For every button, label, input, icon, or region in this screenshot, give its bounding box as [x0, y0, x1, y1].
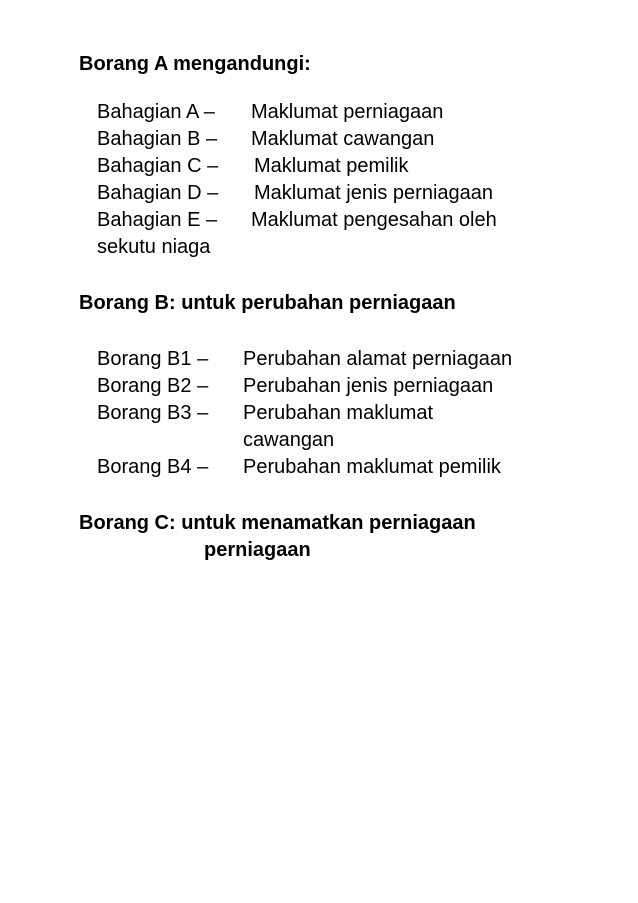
bahagian-a-desc: Maklumat perniagaan — [251, 101, 444, 123]
bahagian-e-desc: Maklumat pengesahan oleh — [251, 209, 497, 231]
borang-b1-desc: Perubahan alamat perniagaan — [243, 348, 513, 370]
bahagian-e-row — [97, 207, 497, 234]
borang-b3-row — [97, 400, 434, 427]
bahagian-d-label: Bahagian D – — [97, 182, 219, 204]
borang-b1-row — [97, 346, 513, 373]
bahagian-b-label: Bahagian B – — [97, 128, 218, 150]
borang-b1-label: Borang B1 – — [97, 348, 209, 370]
borang-b3-desc: Perubahan maklumat — [243, 402, 434, 424]
borang-b3-continuation: cawangan — [243, 429, 335, 451]
borang-b4-row — [97, 454, 501, 481]
bahagian-e-continuation: sekutu niaga — [97, 236, 211, 258]
borang-b2-desc: Perubahan jenis perniagaan — [243, 375, 494, 397]
bahagian-a-row — [97, 99, 444, 126]
bahagian-b-row — [97, 126, 435, 153]
bahagian-a-label: Bahagian A – — [97, 101, 215, 123]
bahagian-c-row — [97, 153, 409, 180]
bahagian-c-desc: Maklumat pemilik — [254, 155, 409, 177]
borang-b-heading: Borang B: untuk perubahan perniagaan — [79, 292, 456, 314]
borang-b3-label: Borang B3 – — [97, 402, 209, 424]
borang-a-heading: Borang A mengandungi: — [79, 53, 311, 75]
borang-c-heading: Borang C: untuk menamatkan perniagaan — [79, 512, 476, 534]
bahagian-c-label: Bahagian C – — [97, 155, 219, 177]
borang-b2-label: Borang B2 – — [97, 375, 209, 397]
bahagian-d-desc: Maklumat jenis perniagaan — [254, 182, 494, 204]
bahagian-b-desc: Maklumat cawangan — [251, 128, 435, 150]
borang-b4-desc: Perubahan maklumat pemilik — [243, 456, 501, 478]
bahagian-d-row — [97, 180, 494, 207]
borang-b4-label: Borang B4 – — [97, 456, 209, 478]
borang-b2-row — [97, 373, 494, 400]
borang-c-continuation: perniagaan — [204, 539, 311, 561]
bahagian-e-label: Bahagian E – — [97, 209, 218, 231]
